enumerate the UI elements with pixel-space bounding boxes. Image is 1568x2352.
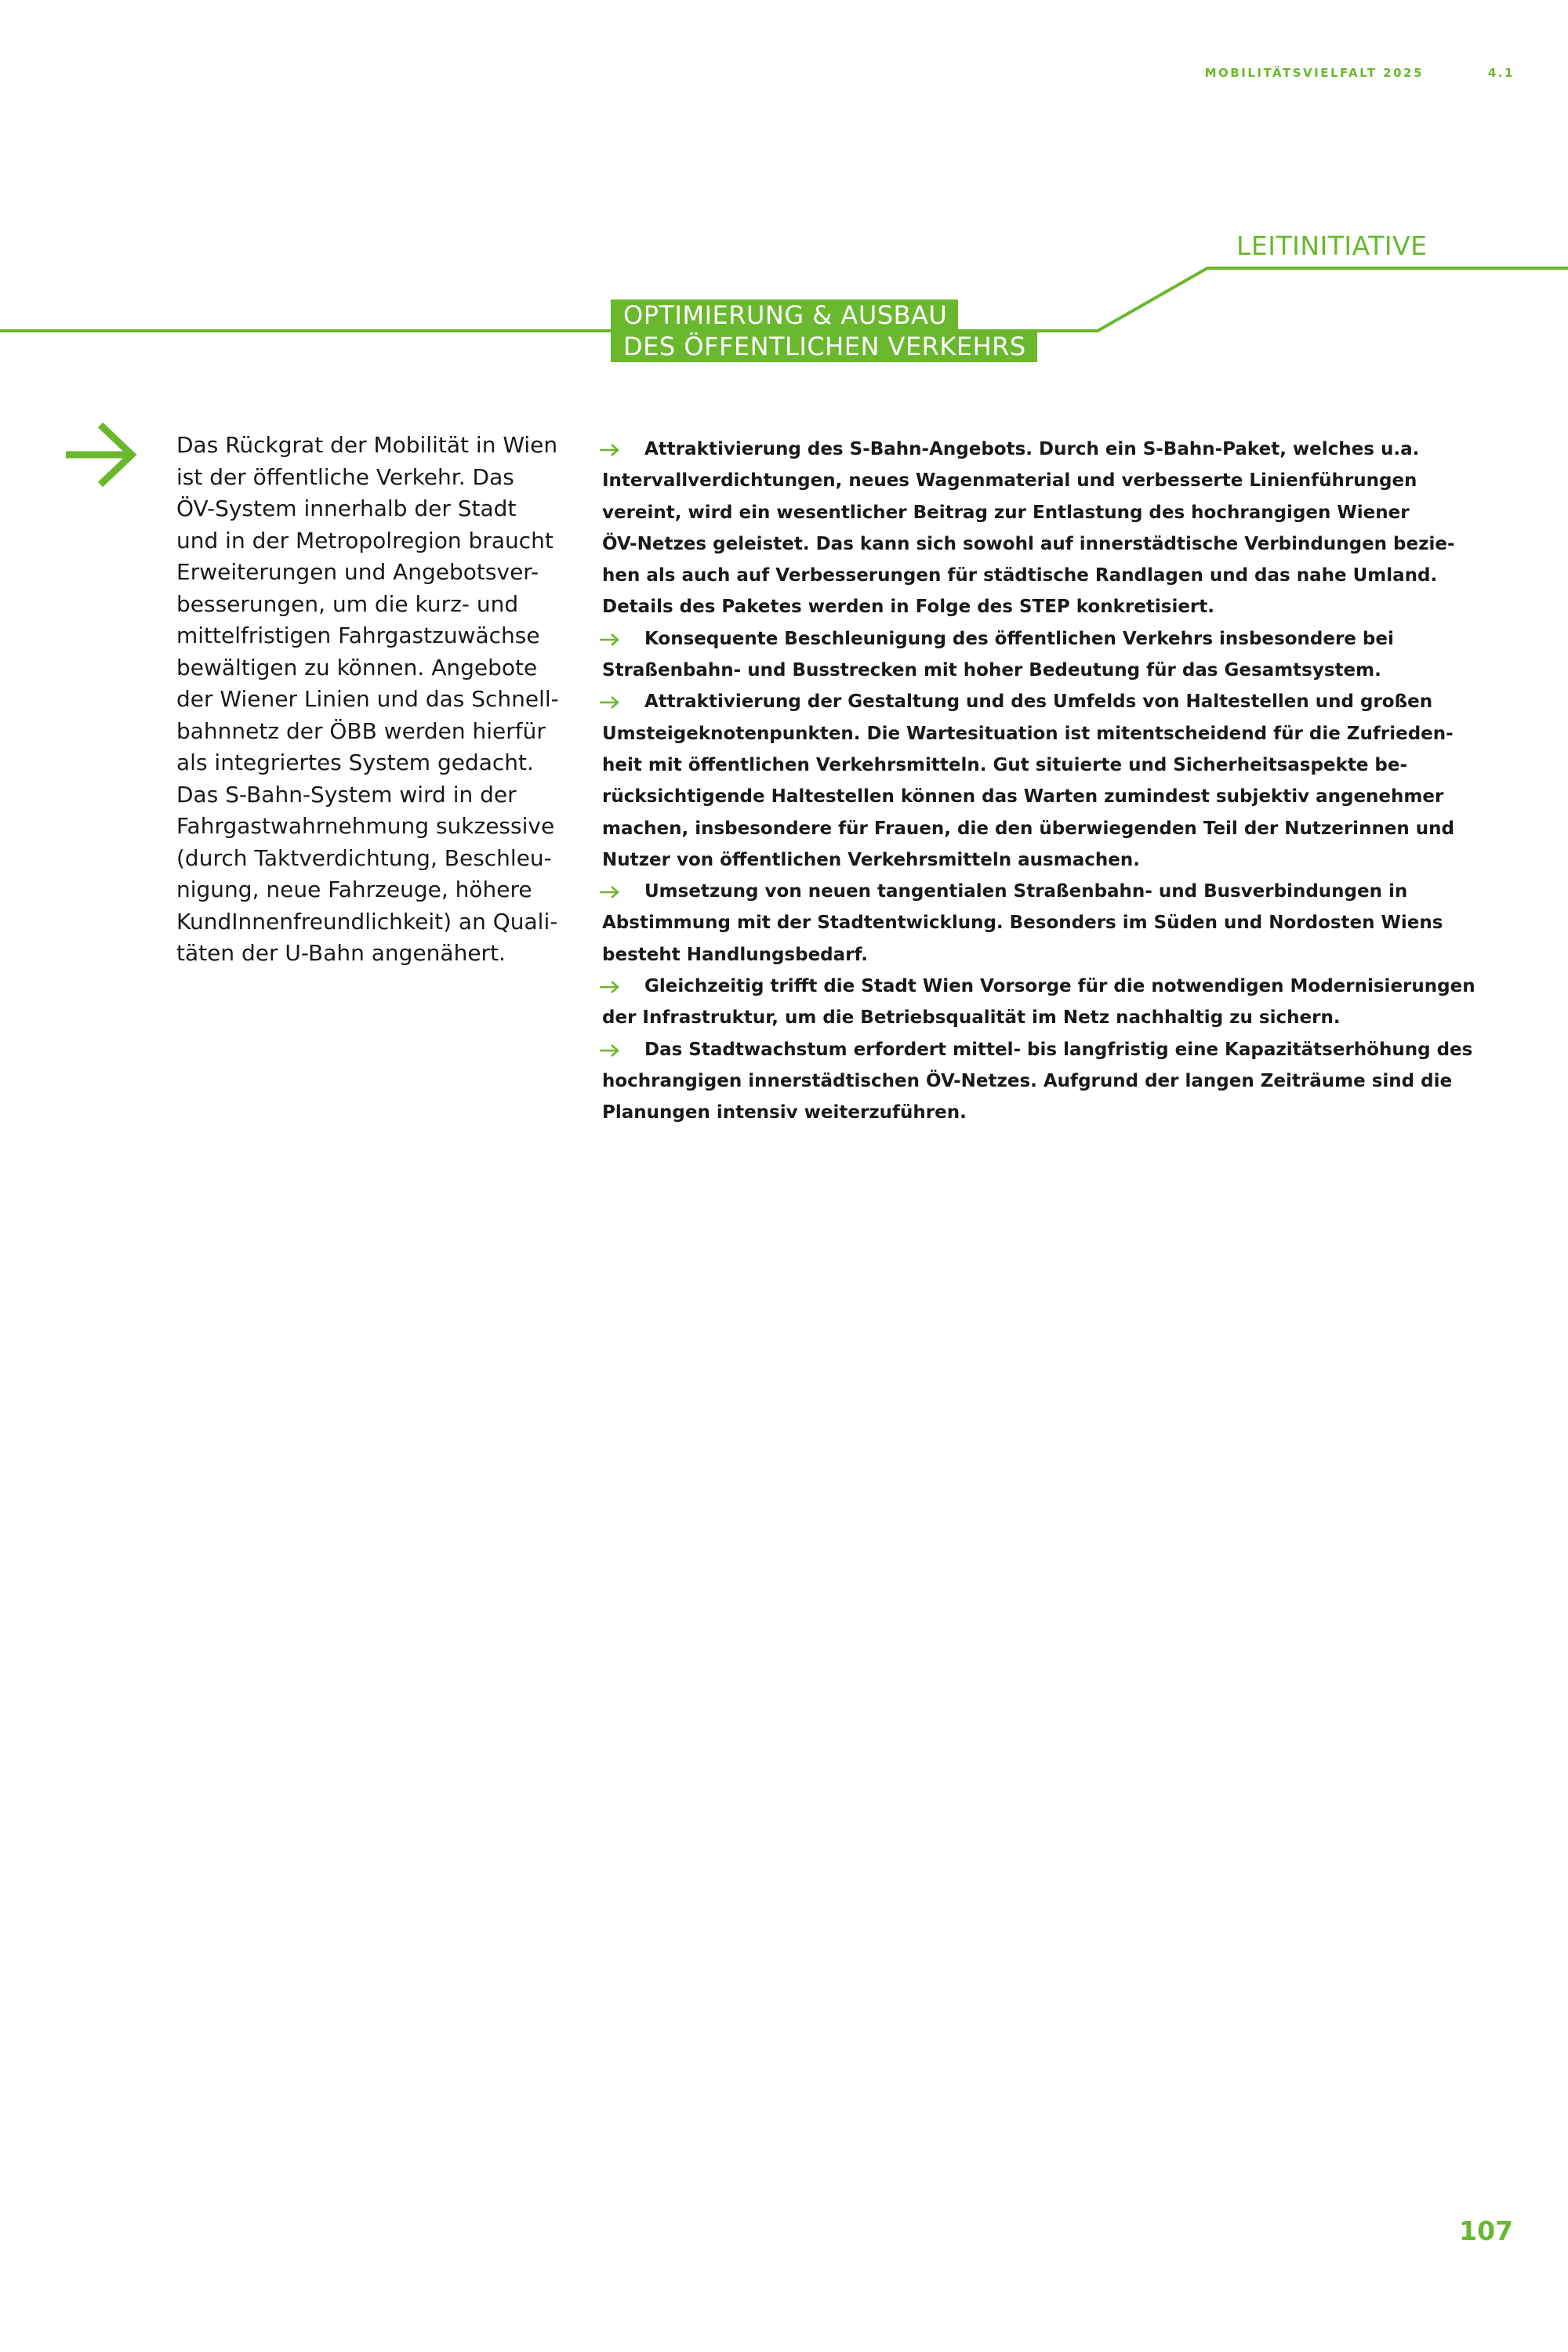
intro-line: ist der öffentliche Verkehr. Das <box>176 463 514 490</box>
list-item <box>602 876 1449 971</box>
bullet-line: Umsteigeknotenpunkten. Die Wartesituation ist mitentscheidend für die Zufrieden- <box>602 723 1454 744</box>
intro-paragraph <box>176 430 568 970</box>
arrow-right-icon <box>63 421 138 488</box>
bullet-line: Planungen intensiv weiterzuführen. <box>602 1102 967 1123</box>
bullet-line: Straßenbahn- und Busstrecken mit hoher Bedeutung für das Gesamtsystem. <box>602 660 1381 681</box>
section-number: 4.1 <box>1487 66 1515 80</box>
intro-line: besserungen, um die kurz- und <box>176 590 519 617</box>
page-number: 107 <box>1459 2216 1513 2246</box>
bullet-line: ÖV-Netzes geleistet. Das kann sich sowohl auf innerstädtische Verbindungen bezie- <box>602 533 1455 554</box>
bullet-line: machen, insbesondere für Frauen, die den überwiegenden Teil der Nutzerinnen und <box>602 818 1455 839</box>
list-item <box>602 1034 1473 1129</box>
bullet-line: besteht Handlungsbedarf. <box>602 944 868 965</box>
intro-line: mittelfristigen Fahrgastzuwächse <box>176 622 540 648</box>
list-item <box>602 971 1475 1034</box>
section-title <box>611 299 1037 362</box>
intro-line: (durch Taktverdichtung, Beschleu- <box>176 844 552 871</box>
list-item <box>602 686 1455 876</box>
intro-line: KundInnenfreundlichkeit) an Quali- <box>176 908 558 935</box>
bullet-line: Details des Paketes werden in Folge des STEP konkretisiert. <box>602 597 1215 618</box>
bullet-line: heit mit öffentlichen Verkehrsmitteln. Gut situierte und Sicherheitsaspekte be- <box>602 754 1408 775</box>
intro-line: täten der U-Bahn angenähert. <box>176 940 506 966</box>
bullet-line: Nutzer von öffentlichen Verkehrsmitteln ausmachen. <box>602 849 1140 870</box>
bullet-line: Abstimmung mit der Stadtentwicklung. Besonders im Süden und Nordosten Wiens <box>602 913 1443 934</box>
leitinitiative-label: LEITINITIATIVE <box>1236 230 1428 261</box>
intro-line: als integriertes System gedacht. <box>176 750 534 775</box>
arrow-right-icon <box>599 885 621 899</box>
intro-line: bewältigen zu können. Angebote <box>176 654 538 681</box>
bullet-line: Attraktivierung des S-Bahn-Angebots. Durch ein S-Bahn-Paket, welches u.a. <box>644 439 1420 459</box>
bullet-line: hochrangigen innerstädtischen ÖV-Netzes. Aufgrund der langen Zeiträume sind die <box>602 1070 1453 1091</box>
intro-line: bahnnetz der ÖBB werden hierfür <box>176 717 546 744</box>
bullet-line: der Infrastruktur, um die Betriebsqualität im Netz nachhaltig zu sichern. <box>602 1007 1341 1029</box>
intro-line: der Wiener Linien und das Schnell- <box>176 686 559 712</box>
intro-line: und in der Metropolregion braucht <box>176 527 554 554</box>
intro-line: Das S-Bahn-System wird in der <box>176 781 517 808</box>
arrow-right-icon <box>599 695 621 710</box>
bullet-line: Gleichzeitig trifft die Stadt Wien Vorsorge für die notwendigen Modernisierungen <box>644 976 1475 997</box>
bullet-line: Umsetzung von neuen tangentialen Straßenbahn- und Busverbindungen in <box>644 881 1408 902</box>
bullet-line: hen als auch auf Verbesserungen für städtische Randlagen und das nahe Umland. <box>602 565 1438 586</box>
bullet-line: Das Stadtwachstum erfordert mittel- bis langfristig eine Kapazitätserhöhung des <box>644 1039 1473 1060</box>
bullet-line: rücksichtigende Haltestellen können das Warten zumindest subjektiv angenehmer <box>602 786 1444 808</box>
intro-line: nigung, neue Fahrzeuge, höhere <box>176 877 532 902</box>
list-item <box>602 434 1455 623</box>
bullet-line: Intervallverdichtungen, neues Wagenmaterial und verbesserte Linienführungen <box>602 470 1417 492</box>
arrow-right-icon <box>599 443 621 457</box>
intro-line: Das Rückgrat der Mobilität in Wien <box>176 432 558 458</box>
arrow-right-icon <box>599 633 621 647</box>
bullet-line: vereint, wird ein wesentlicher Beitrag zur Entlastung des hochrangigen Wiener <box>602 502 1410 523</box>
bullet-line: Attraktivierung der Gestaltung und des Umfelds von Haltestellen und großen <box>644 691 1433 713</box>
document-title: MOBILITÄTSVIELFALT 2025 <box>1204 66 1424 80</box>
title-line-1: OPTIMIERUNG & AUSBAU <box>611 299 1037 331</box>
arrow-right-icon <box>599 980 621 994</box>
arrow-right-icon <box>599 1044 621 1058</box>
intro-line: Fahrgastwahrnehmung sukzessive <box>176 813 555 839</box>
measures-list <box>602 434 1475 1129</box>
intro-line: ÖV-System innerhalb der Stadt <box>176 495 517 521</box>
intro-line: Erweiterungen und Angebotsver- <box>176 559 539 585</box>
list-item <box>602 623 1449 687</box>
bullet-line: Konsequente Beschleunigung des öffentlichen Verkehrs insbesondere bei <box>644 628 1394 649</box>
title-line-2: DES ÖFFENTLICHEN VERKEHRS <box>611 331 1037 362</box>
